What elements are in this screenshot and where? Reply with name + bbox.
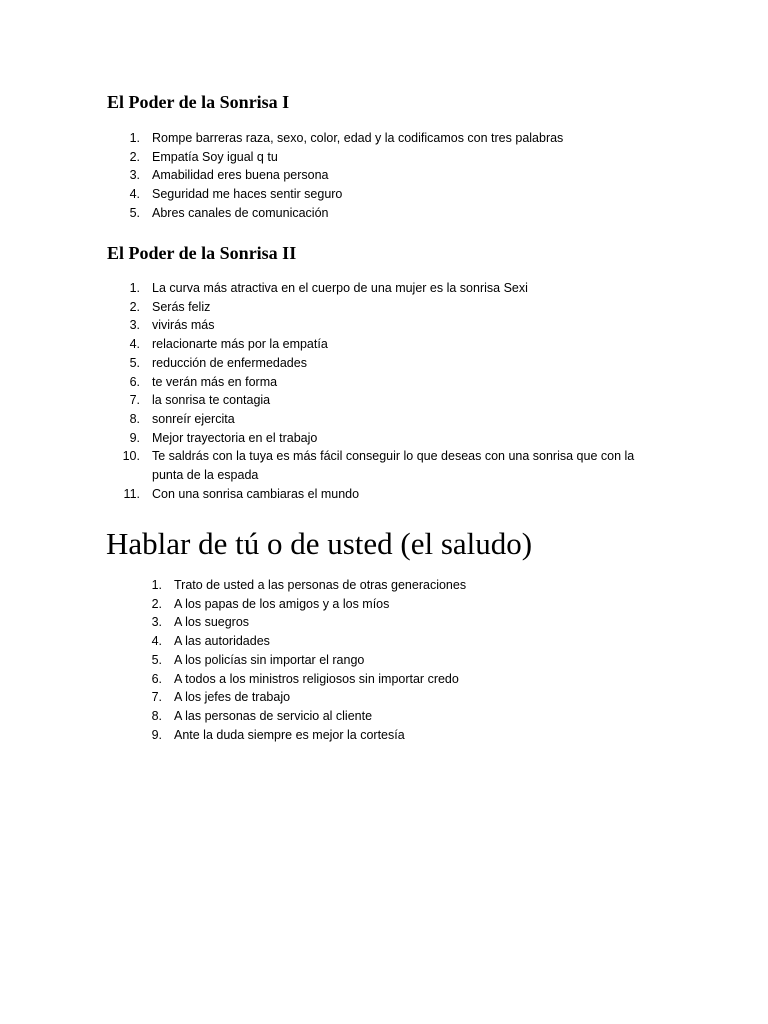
list-item	[0, 429, 660, 448]
list-item	[0, 298, 660, 317]
list-item	[0, 185, 660, 204]
list-item-number: 5.	[151, 652, 162, 667]
list-item-number: 3.	[129, 318, 140, 333]
list-item-text: Empatía Soy igual q tu	[152, 149, 278, 164]
list-item-number: 8.	[129, 411, 140, 426]
list-item	[0, 651, 660, 670]
list-item-number: 1.	[129, 131, 140, 145]
list-item	[0, 670, 660, 689]
list-item	[0, 316, 660, 335]
list-item	[0, 354, 660, 373]
list-item-text: Con una sonrisa cambiaras el mundo	[152, 486, 360, 501]
list-item-text: A los policías sin importar el rango	[174, 652, 365, 667]
list-item-text: Abres canales de comunicación	[152, 205, 329, 220]
list-item-number: 2.	[129, 149, 140, 164]
list-item	[0, 688, 660, 707]
list-item	[0, 391, 660, 410]
section-title-sonrisa-1: El Poder de la Sonrisa I	[107, 92, 290, 112]
list-item	[0, 129, 660, 148]
list-item-text: A los suegros	[174, 615, 250, 630]
list-item-number: 6.	[129, 374, 140, 389]
list-item-text: Mejor trayectoria en el trabajo	[152, 430, 318, 445]
list-item-number: 11.	[123, 486, 140, 501]
list-item	[0, 576, 660, 595]
list-item-number: 1.	[151, 578, 162, 592]
list-item-number: 3.	[129, 168, 140, 183]
list-item	[0, 148, 660, 167]
list-item-number: 5.	[129, 205, 140, 220]
list-item	[0, 204, 660, 223]
list-item-text: A los papas de los amigos y a los míos	[174, 596, 390, 611]
list-item-text: A las autoridades	[174, 634, 270, 649]
list-item-text: Rompe barreras raza, sexo, color, edad y la codificamos con tres palabras	[152, 131, 564, 145]
list-item	[0, 335, 660, 354]
section-title-sonrisa-2: El Poder de la Sonrisa II	[107, 243, 297, 263]
list-item-number: 5.	[129, 355, 140, 370]
list-item-number: 7.	[129, 393, 140, 408]
list-item-number: 3.	[151, 615, 162, 630]
list-item-number: 1.	[129, 281, 140, 295]
list-item-text: la sonrisa te contagia	[152, 393, 271, 408]
list-item	[0, 447, 660, 484]
list-item	[0, 373, 660, 392]
list-item	[0, 613, 660, 632]
list-item-text: A todos a los ministros religiosos sin importar credo	[174, 671, 459, 686]
list-sonrisa-1	[0, 129, 660, 223]
list-item	[0, 726, 660, 745]
list-item-text: sonreír ejercita	[152, 411, 235, 426]
list-item-text: Amabilidad eres buena persona	[152, 168, 329, 183]
list-item	[0, 595, 660, 614]
list-sonrisa-2	[0, 279, 660, 503]
list-item-number: 2.	[151, 596, 162, 611]
list-saludo	[0, 576, 660, 744]
list-item-text: relacionarte más por la empatía	[152, 337, 328, 352]
list-item-number: 8.	[151, 708, 162, 723]
list-item-number: 2.	[129, 299, 140, 314]
list-item-text: A los jefes de trabajo	[174, 690, 291, 705]
list-item	[0, 410, 660, 429]
list-item-number: 4.	[129, 337, 140, 352]
section-title-saludo: Hablar de tú o de usted (el saludo)	[106, 526, 533, 561]
list-item-number: 6.	[151, 671, 162, 686]
list-item-number: 7.	[151, 690, 162, 705]
list-item-text: La curva más atractiva en el cuerpo de una mujer es la sonrisa Sexi	[152, 281, 528, 295]
list-item-text: Te saldrás con la tuya es más fácil conseguir lo que deseas con una sonrisa que con la punta de la espada	[152, 449, 635, 483]
list-item	[0, 166, 660, 185]
list-item	[0, 632, 660, 651]
list-item-text: Seguridad me haces sentir seguro	[152, 187, 343, 202]
list-item-number: 9.	[129, 430, 140, 445]
list-item-number: 4.	[129, 187, 140, 202]
list-item	[0, 707, 660, 726]
list-item-text: Ante la duda siempre es mejor la cortesía	[174, 727, 405, 742]
list-item-number: 4.	[151, 634, 162, 649]
list-item-text: Trato de usted a las personas de otras generaciones	[174, 578, 467, 592]
list-item-text: te verán más en forma	[152, 374, 278, 389]
list-item	[0, 485, 660, 504]
list-item-text: reducción de enfermedades	[152, 355, 307, 370]
list-item-text: Serás feliz	[152, 299, 211, 314]
list-item-number: 10.	[122, 449, 140, 464]
list-item	[0, 279, 660, 298]
list-item-number: 9.	[151, 727, 162, 742]
list-item-text: A las personas de servicio al cliente	[174, 708, 373, 723]
list-item-text: vivirás más	[152, 318, 215, 333]
